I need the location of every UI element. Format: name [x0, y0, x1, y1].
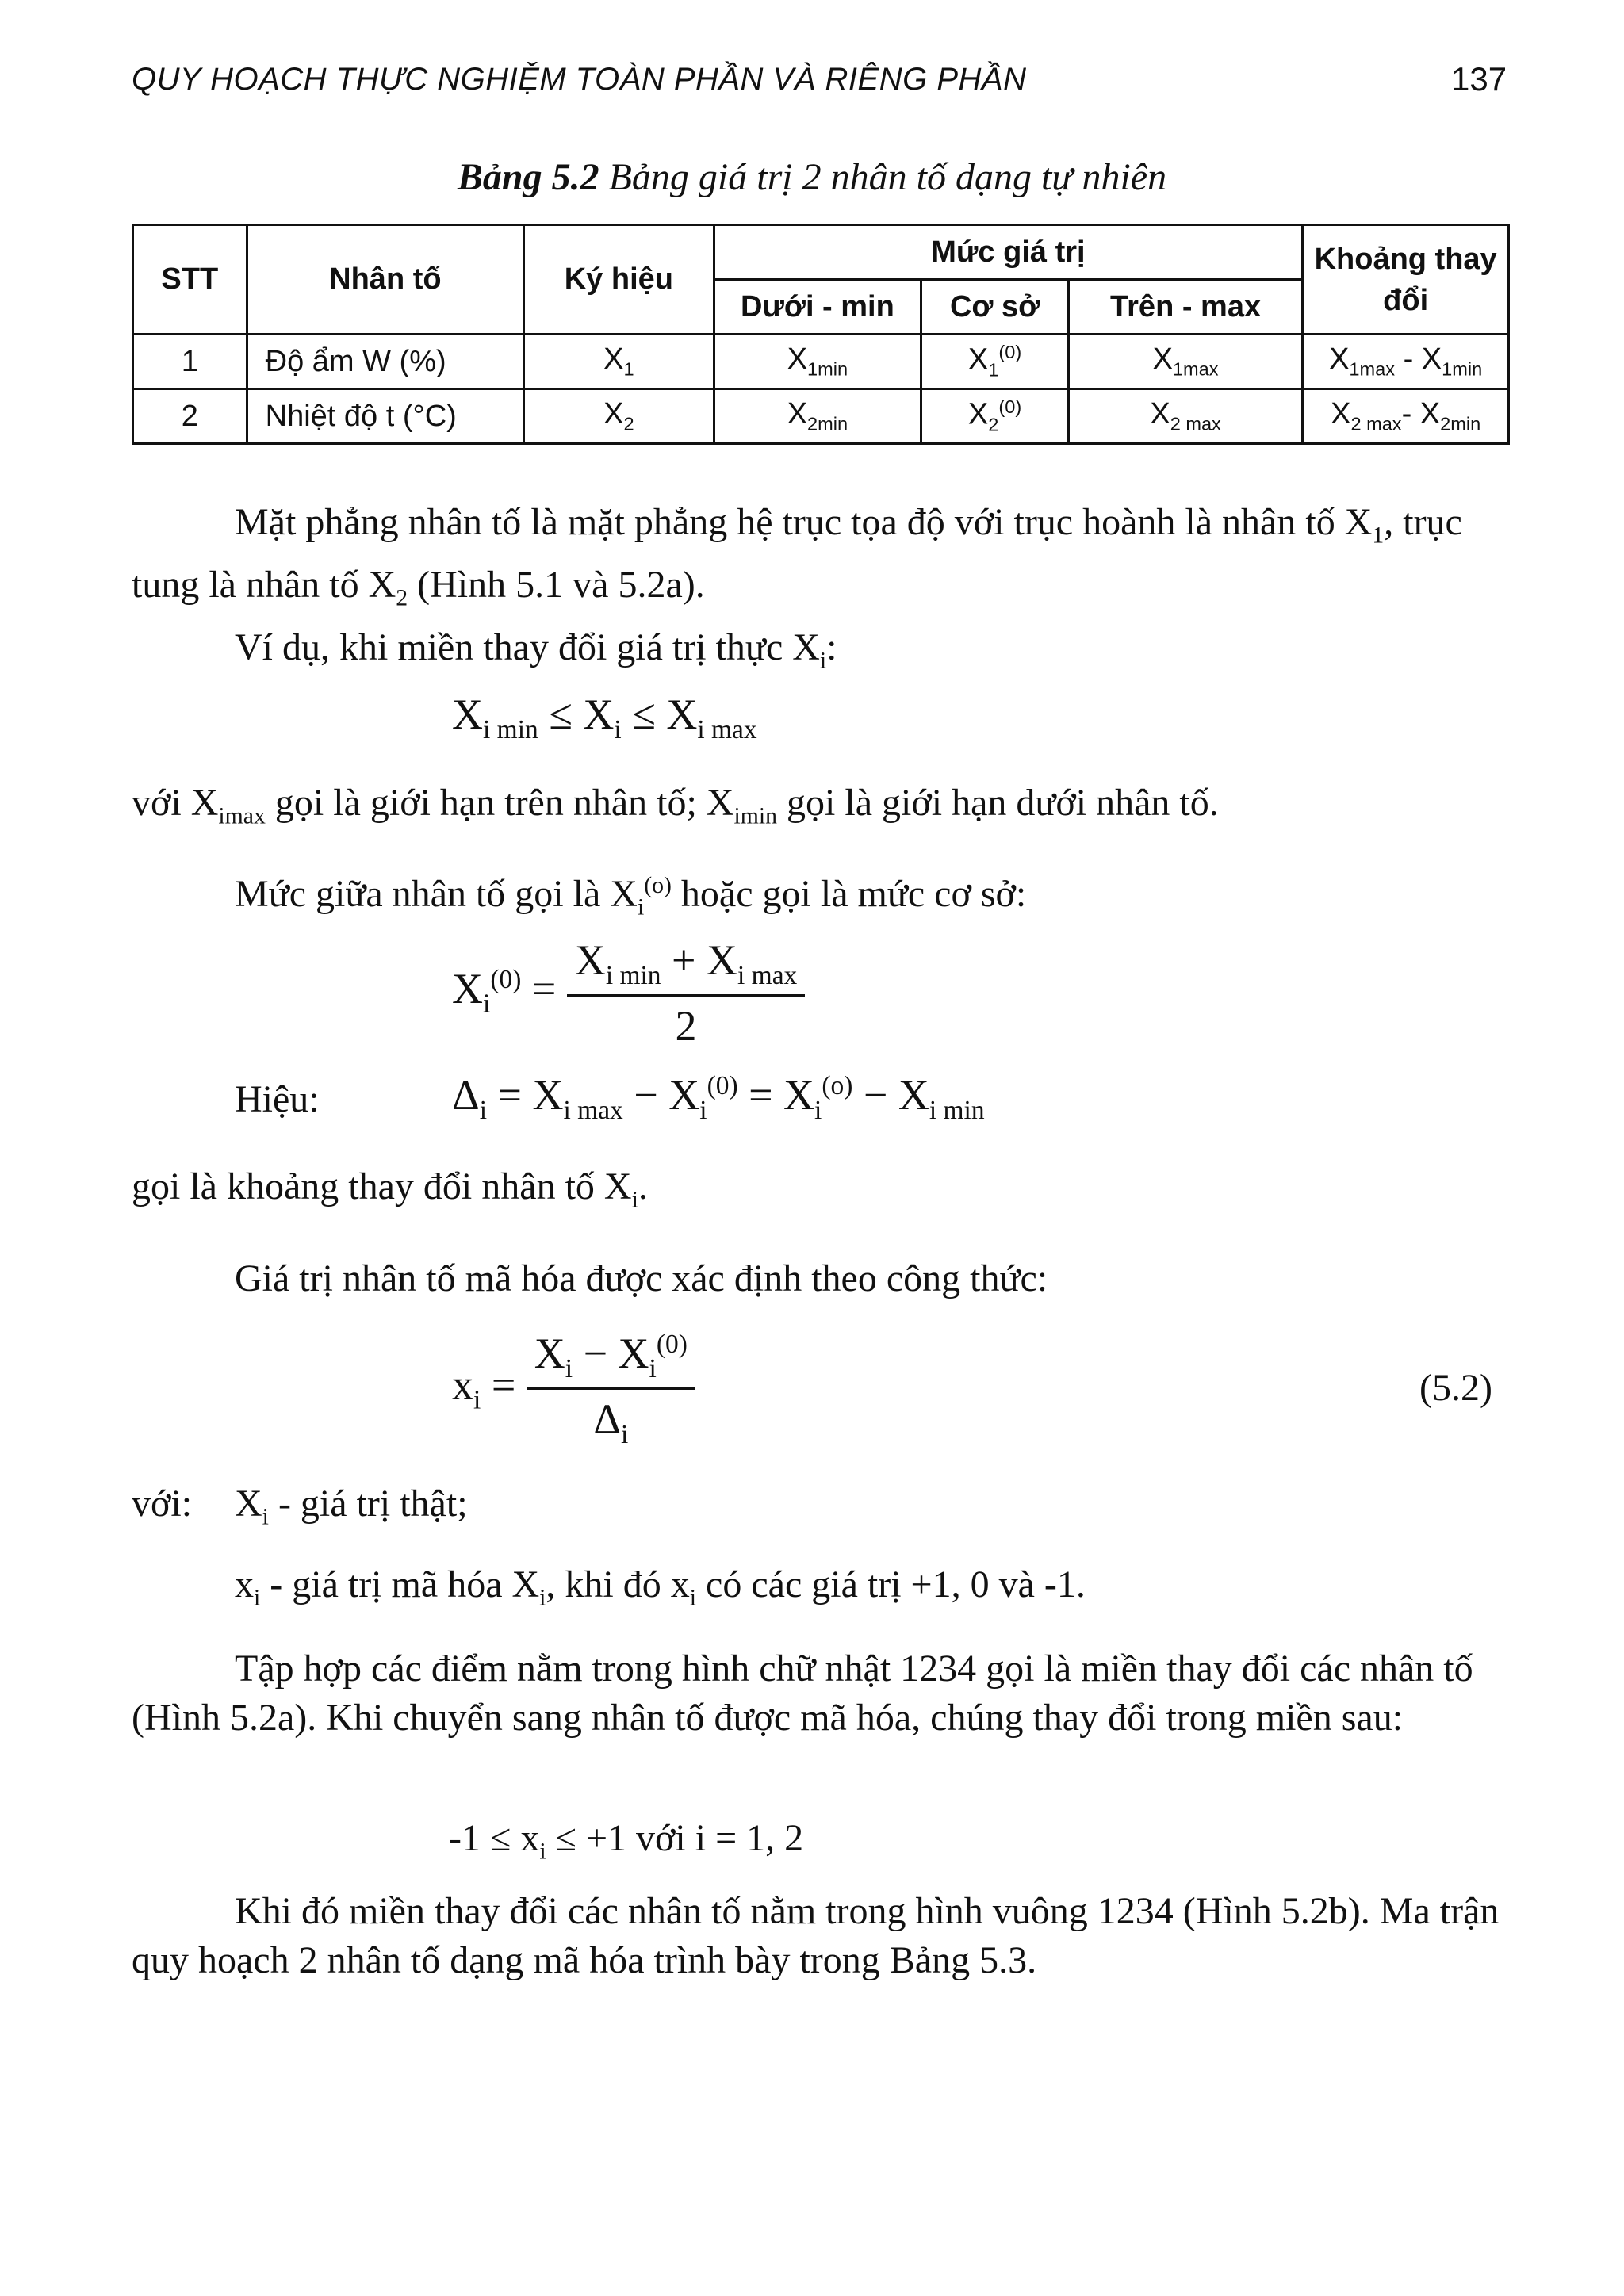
- table-row: [133, 389, 1509, 444]
- formula-base-level: $X_i^{(0)}$ = $\frac{X_{i min} + X_{i max}}{2}$: [452, 936, 805, 1050]
- formula-coded-value: $x_i$ = $\frac{X_i - X_i^{(0)}}{\Delta_i}$: [452, 1329, 695, 1450]
- definition-coded-value: $x_i$ - giá trị mã hóa $X_i$, khi đó $x_i$ có các giá trị +1, 0 và -1.: [235, 1563, 1086, 1611]
- row-range: $X_{1max} - X_{1min}$: [1303, 335, 1509, 389]
- row-range: $X_{2 max}-$ $X_{2min}$: [1303, 389, 1509, 444]
- definition-true-value: $X_i$ - giá trị thật;: [235, 1483, 468, 1530]
- factor-table: [132, 224, 1510, 445]
- row-min: $X_{1min}$: [714, 335, 921, 389]
- caption-text: Bảng giá trị 2 nhân tố dạng tự nhiên: [608, 156, 1167, 198]
- header-max: Trên - max: [1068, 280, 1302, 335]
- inequality-range: $X_{i min} \le X_i \le X_{i max}$: [452, 691, 757, 744]
- paragraph-base-level: Mức giữa nhân tố gọi là $X_i^{(o)}$ hoặc gọi là mức cơ sở:: [235, 872, 1027, 920]
- formula-delta: $\Delta_i = X_{i max} - X_i^{(0)} = X_i^{(o)} - X_{i min}$: [452, 1071, 985, 1125]
- header-levels: Mức giá trị: [714, 225, 1303, 280]
- header-symbol: Ký hiệu: [524, 225, 714, 335]
- paragraph-rectangle: Tập hợp các điểm nằm trong hình chữ nhật 1234 gọi là miền thay đổi các nhân tố (Hình 5.2a). Khi chuyển sang nhân tố được mã hóa, chúng thay đổi trong miền sau:: [132, 1647, 1473, 1739]
- row-factor: Độ ẩm W (%): [247, 335, 523, 389]
- row-stt: 1: [133, 335, 247, 389]
- header-stt: STT: [133, 225, 247, 335]
- equation-number: (5.2): [1419, 1367, 1492, 1409]
- inequality-coded: $-1 \le x_i \le +1$ với i = 1, 2: [449, 1817, 804, 1865]
- row-base: $X_1^{(0)}$: [921, 335, 1069, 389]
- row-max: $X_{1max}$: [1068, 335, 1302, 389]
- hieu-label: Hiệu:: [235, 1078, 320, 1120]
- header-min: Dưới - min: [714, 280, 921, 335]
- table-row: [133, 335, 1509, 389]
- table-caption: [0, 155, 1624, 199]
- header-factor: Nhân tố: [247, 225, 523, 335]
- row-max: $X_{2 max}$: [1068, 389, 1302, 444]
- row-base: $X_2^{(0)}$: [921, 389, 1069, 444]
- running-title: QUY HOẠCH THỰC NGHIỆM TOÀN PHẦN VÀ RIÊNG PHẦN: [132, 62, 1027, 97]
- header-range: Khoảng thay đổi: [1303, 225, 1509, 335]
- row-symbol: $X_1$: [524, 335, 714, 389]
- paragraph-factor-plane: Mặt phẳng nhân tố là mặt phẳng hệ trục tọa độ với trục hoành là nhân tố $X_1$, trục tung là nhân tố $X_2$ (Hình 5.1 và 5.2a).: [132, 501, 1462, 611]
- row-min: $X_{2min}$: [714, 389, 921, 444]
- paragraph-coded: Giá trị nhân tố mã hóa được xác định theo công thức:: [235, 1257, 1048, 1299]
- row-stt: 2: [133, 389, 247, 444]
- paragraph-square: Khi đó miền thay đổi các nhân tố nằm trong hình vuông 1234 (Hình 5.2b). Ma trận quy hoạch 2 nhân tố dạng mã hóa trình bày trong Bảng 5.3.: [132, 1890, 1500, 1981]
- caption-label: Bảng 5.2: [457, 156, 599, 198]
- header-base: Cơ sở: [921, 280, 1069, 335]
- paragraph-example: Ví dụ, khi miền thay đổi giá trị thực $X_i$:: [235, 626, 837, 674]
- with-label: với:: [132, 1483, 193, 1525]
- page-number: 137: [1451, 60, 1507, 98]
- paragraph-range: gọi là khoảng thay đổi nhân tố $X_i$.: [132, 1165, 648, 1213]
- row-factor: Nhiệt độ t (°C): [247, 389, 523, 444]
- paragraph-limits: với $X_{imax}$ gọi là giới hạn trên nhân tố; $X_{imin}$ gọi là giới hạn dưới nhân tố.: [132, 782, 1219, 829]
- row-symbol: $X_2$: [524, 389, 714, 444]
